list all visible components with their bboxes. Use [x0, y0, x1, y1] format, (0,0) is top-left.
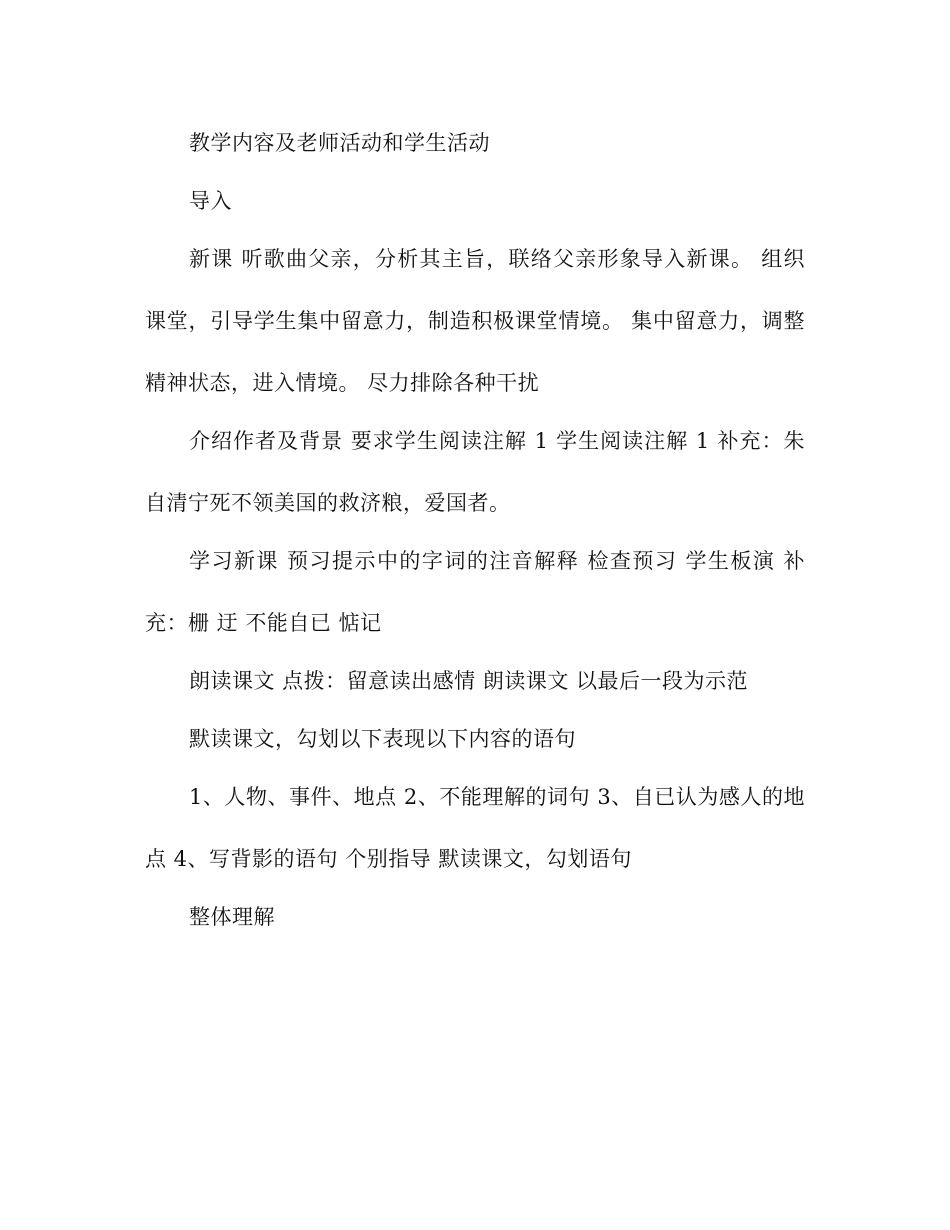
- paragraph-new-lesson: 新课 听歌曲父亲，分析其主旨，联络父亲形象导入新课。 组织课堂，引导学生集中留意力，制造积极课堂情境。 集中留意力，调整精神状态，进入情境。 尽力排除各种干扰: [145, 247, 805, 395]
- paragraph-silent-reading: 默读课文，勾划以下表现以下内容的语句: [189, 727, 576, 751]
- paragraph-reading-tasks: 1、人物、事件、地点 2、不能理解的词句 3、自已认为感人的地点 4、写背影的语句 个别指导 默读课文，勾划语句: [145, 785, 805, 871]
- paragraph-read-aloud: 朗读课文 点拨：留意读出感情 朗读课文 以最后一段为示范: [189, 669, 749, 693]
- paragraph-overall-understanding: 整体理解: [189, 905, 275, 929]
- document-body: [145, 124, 805, 956]
- paragraph-intro: 导入: [189, 189, 232, 213]
- paragraph-author-background: 介绍作者及背景 要求学生阅读注解 1 学生阅读注解 1 补充：朱自清宁死不领美国的救济粮，爱国者。: [145, 429, 805, 515]
- paragraph-study-new-lesson: 学习新课 预习提示中的字词的注音解释 检查预习 学生板演 补充：栅 迂 不能自已 惦记: [145, 549, 805, 635]
- paragraph-heading: 教学内容及老师活动和学生活动: [189, 131, 490, 155]
